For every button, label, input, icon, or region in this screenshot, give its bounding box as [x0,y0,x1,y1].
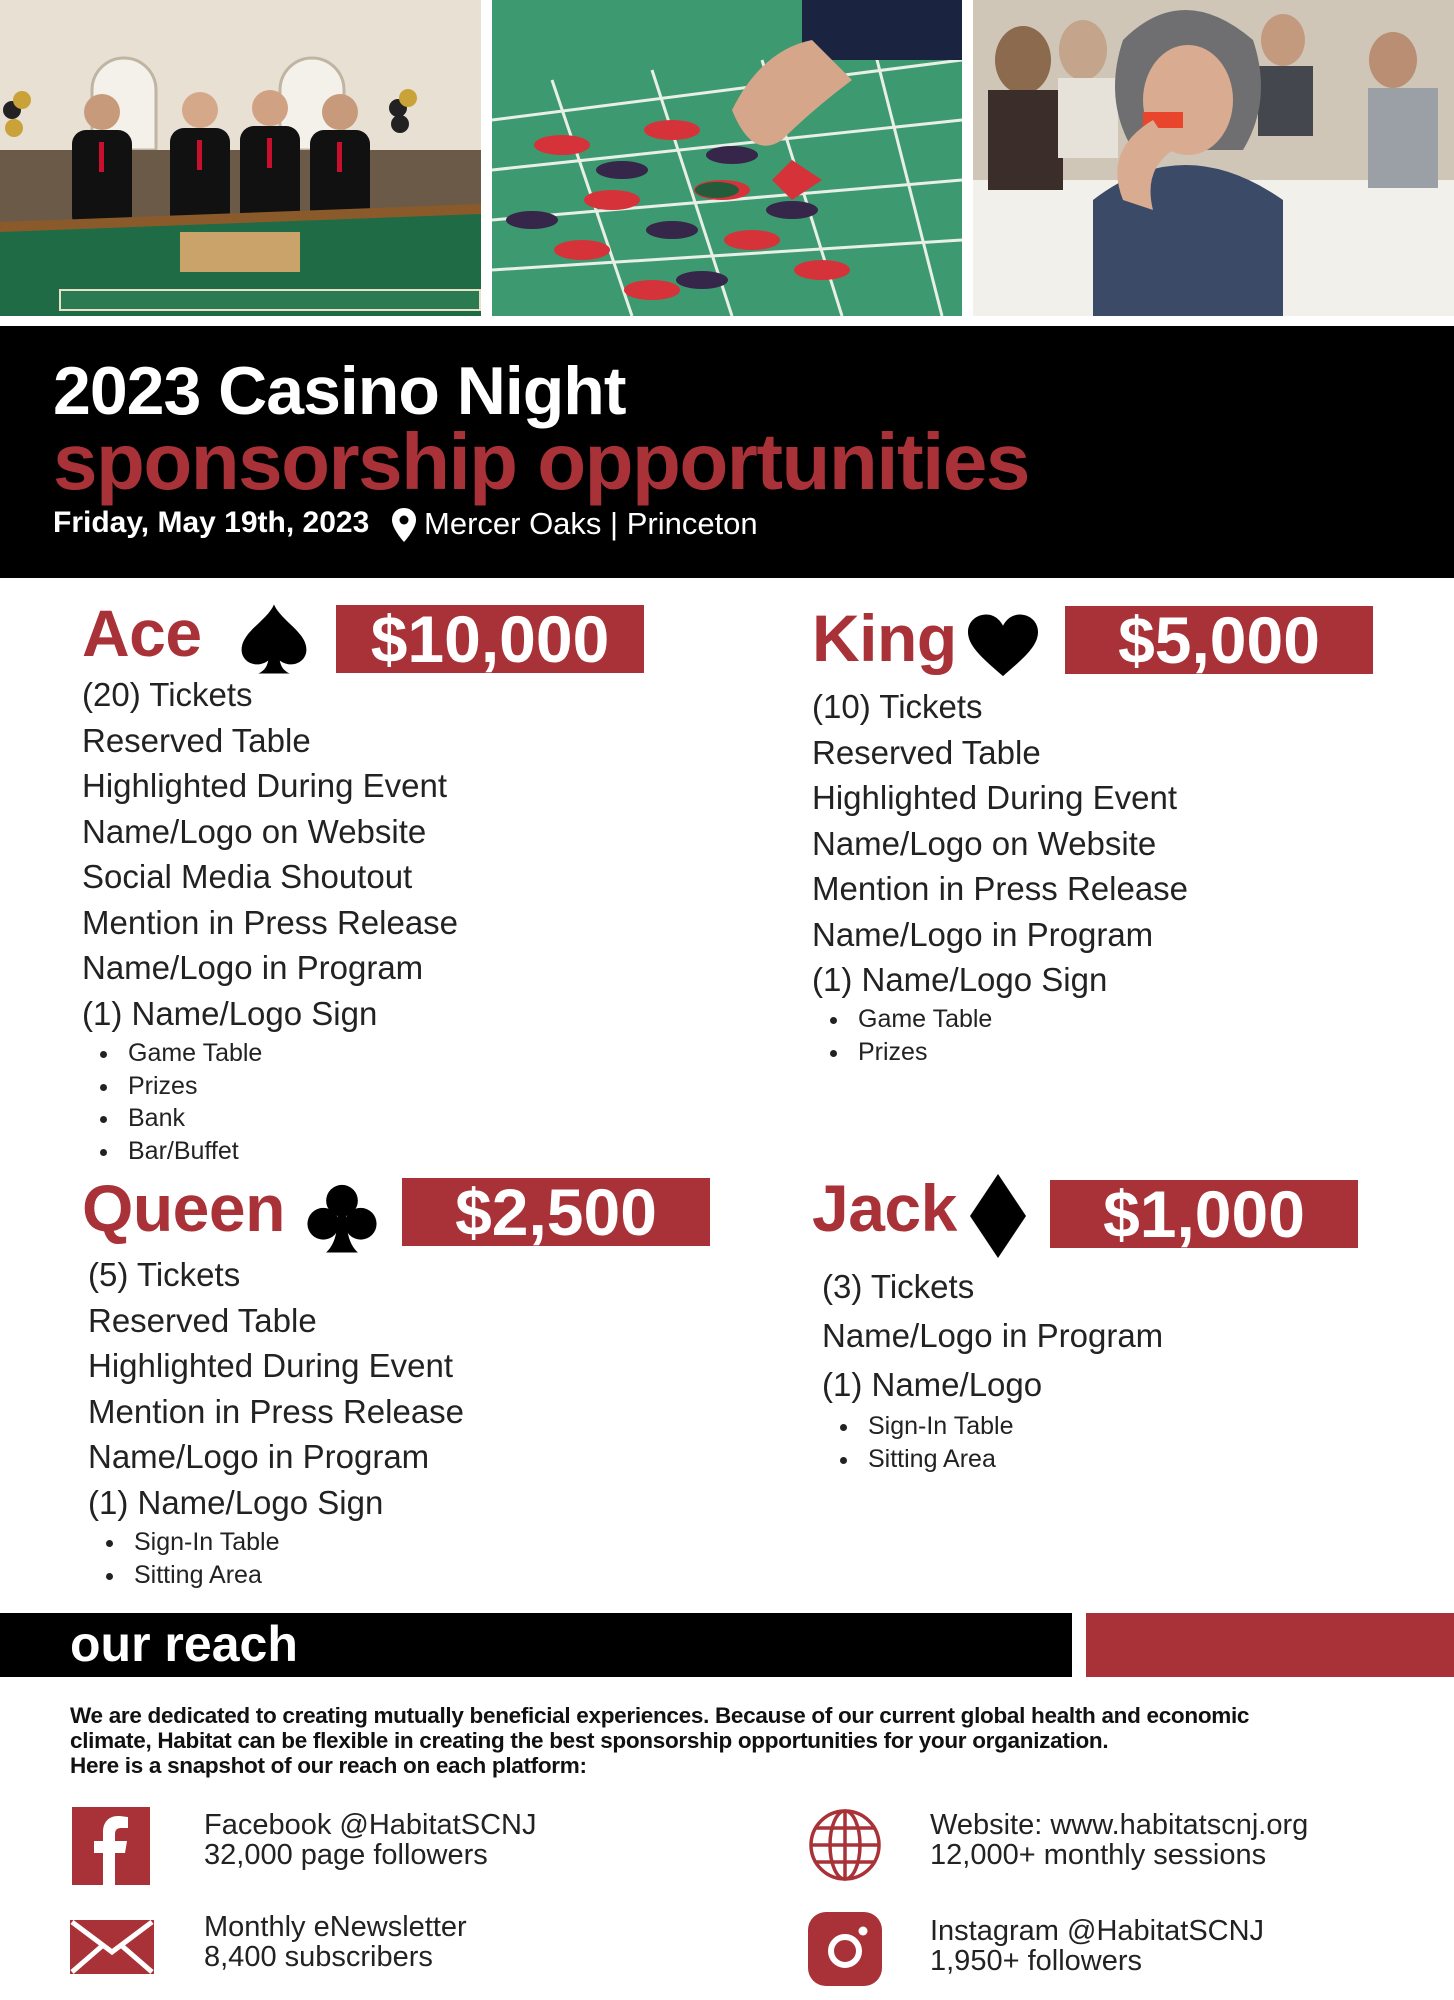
benefit-item: Name/Logo on Website [812,824,1157,862]
reach-accent-bar [1086,1613,1454,1677]
benefit-item: Reserved Table [82,721,311,759]
instagram-handle: Instagram @HabitatSCNJ [930,1915,1265,1947]
website-url: Website: www.habitatscnj.org [930,1809,1309,1841]
benefit-item: (1) Name/Logo Sign [82,994,378,1032]
sign-option: Game Table [812,1003,992,1036]
photo-casino-staff [0,0,481,316]
sign-option: Sign-In Table [88,1526,279,1559]
benefit-item: (3) Tickets [822,1268,975,1305]
benefit-item: Name/Logo in Program [82,949,424,986]
newsletter-stat: 8,400 subscribers [204,1941,433,1973]
benefit-item: (1) Name/Logo Sign [88,1483,384,1521]
sign-option: Game Table [82,1037,262,1070]
benefit-item: Highlighted During Event [88,1347,454,1384]
benefit-item: Name/Logo in Program [88,1438,430,1475]
reach-intro-line: climate, Habitat can be flexible in creating the best sponsorship opportunities for your organization. [70,1728,1109,1753]
page-subtitle: sponsorship opportunities [53,417,1029,506]
reach-heading-bar [0,1613,1072,1677]
benefit-item: (1) Name/Logo [822,1366,1043,1403]
reach-intro [70,1703,1370,1778]
benefit-item: (1) Name/Logo Sign [812,961,1108,998]
benefit-item: Name/Logo in Program [812,915,1154,953]
tier-benefits [822,1262,1163,1409]
facebook-stat: 32,000 page followers [204,1839,488,1871]
sign-option: Sign-In Table [822,1410,1013,1443]
photo-guest-with-ticket [973,0,1454,316]
event-location: Mercer Oaks | Princeton [424,506,758,541]
benefit-item: Social Media Shoutout [82,858,413,895]
sign-option: Sitting Area [88,1559,279,1592]
benefit-item: Mention in Press Release [88,1392,465,1430]
benefit-item: Highlighted During Event [812,779,1178,816]
photo-roulette-table [492,0,962,316]
benefit-item: Name/Logo in Program [822,1317,1164,1354]
tier-name: Jack [812,1171,957,1245]
instagram-stat: 1,950+ followers [930,1945,1142,1977]
sign-options [822,1410,1013,1475]
heart-icon [968,614,1038,678]
photo-strip [0,0,1454,318]
tier-price: $1,000 [1050,1180,1358,1248]
reach-heading: our reach [70,1616,298,1672]
benefit-item: Reserved Table [88,1301,317,1339]
benefit-item: Mention in Press Release [82,903,459,941]
sign-option: Bar/Buffet [82,1135,262,1168]
sign-option: Sitting Area [822,1443,1013,1476]
sign-option: Prizes [812,1036,992,1069]
sign-options [82,1037,262,1167]
spade-icon [238,603,310,675]
event-date: Friday, May 19th, 2023 [53,506,370,539]
diamond-icon [970,1174,1026,1258]
globe-icon [808,1808,882,1882]
tier-benefits [88,1252,464,1525]
reach-intro-line: Here is a snapshot of our reach on each platform: [70,1753,587,1778]
tier-name: Queen [82,1171,285,1245]
facebook-handle: Facebook @HabitatSCNJ [204,1809,537,1841]
benefit-item: (5) Tickets [88,1256,241,1293]
tier-benefits [812,684,1188,1003]
website-stat: 12,000+ monthly sessions [930,1839,1267,1871]
newsletter-title: Monthly eNewsletter [204,1911,467,1943]
tier-price: $2,500 [402,1178,710,1246]
sign-option: Bank [82,1102,262,1135]
tier-name: Ace [82,596,202,670]
page-title: 2023 Casino Night [53,353,626,429]
benefit-item: (20) Tickets [82,676,253,713]
tier-price: $10,000 [336,605,644,673]
instagram-icon [808,1912,882,1986]
tier-name: King [812,601,957,675]
benefit-item: Reserved Table [812,733,1041,771]
benefit-item: Highlighted During Event [82,767,448,804]
envelope-icon [68,1918,156,1976]
location-pin-icon [392,508,416,542]
benefit-item: Mention in Press Release [812,870,1189,907]
benefit-item: Name/Logo on Website [82,812,427,850]
sign-options [812,1003,992,1068]
title-banner [0,326,1454,578]
club-icon [306,1182,378,1254]
facebook-icon [72,1807,150,1885]
sign-option: Prizes [82,1070,262,1103]
benefit-item: (10) Tickets [812,688,983,725]
tier-benefits [82,672,458,1036]
sign-options [88,1526,279,1591]
tier-price: $5,000 [1065,606,1373,674]
reach-intro-line: We are dedicated to creating mutually beneficial experiences. Because of our current global health and economic [70,1703,1250,1728]
